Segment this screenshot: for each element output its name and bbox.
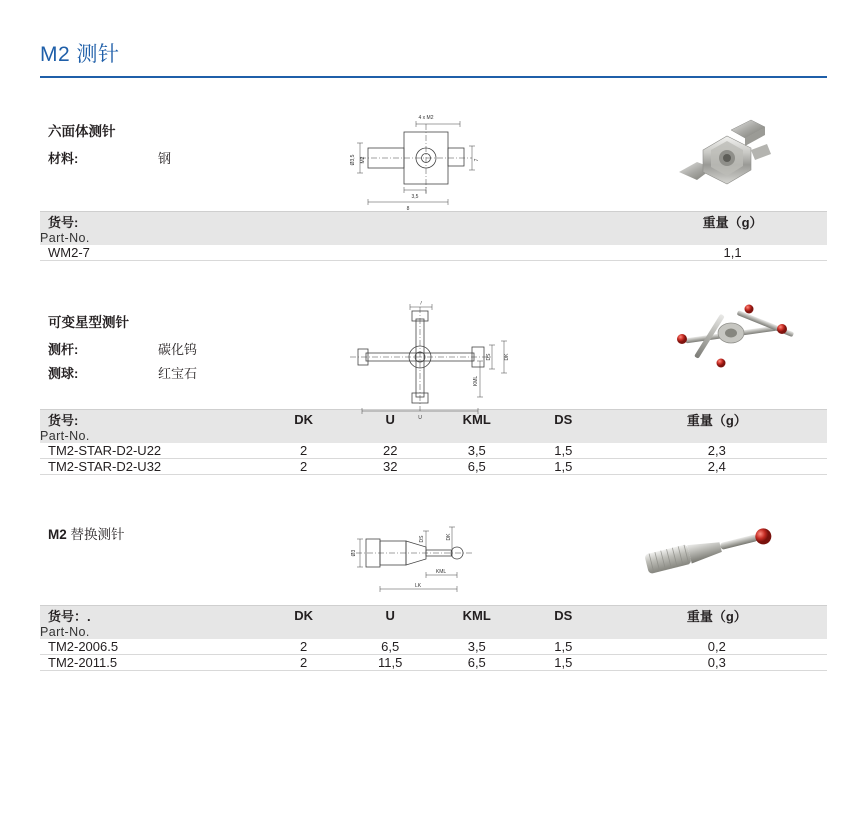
table-row (40, 245, 827, 261)
spec-row-hexagon (40, 102, 827, 210)
drawing-label-dk: DK (504, 353, 510, 361)
spec-value-material: 钢 (158, 151, 172, 166)
table-header-row (40, 212, 827, 232)
header-part-no-cn: 货号: (48, 215, 79, 230)
drawing-label-top: 4 x M2 (418, 115, 434, 121)
spec-text-replacement (48, 523, 298, 551)
product-photo-replacement (637, 513, 797, 583)
drawing-label-kml: KML (435, 569, 447, 575)
spec-label-ball: 测球: (48, 366, 79, 381)
header-weight: 重量（g） (702, 215, 763, 230)
table-row (40, 443, 827, 459)
cell-blank-1 (323, 245, 402, 261)
cell-blank-4 (559, 245, 638, 261)
cell-kml: 3,5 (433, 443, 520, 459)
cell-u: 22 (347, 443, 434, 459)
drawing-label-ds: DS (486, 353, 492, 361)
cell-part-no: TM2-2011.5 (40, 655, 260, 671)
product-photo-star (667, 301, 797, 371)
spec-value-ball: 红宝石 (158, 366, 198, 381)
header-part-no-cn: 货号：. (48, 609, 91, 624)
spec-title-hexagon: 六面体测针 (48, 124, 116, 139)
figure-area-star (310, 293, 827, 419)
cell-blank-2 (402, 245, 481, 261)
header-part-no-en: Part-No. (40, 429, 90, 443)
cell-kml: 6,5 (433, 655, 520, 671)
drawing-label-kml: KML (473, 375, 479, 387)
cell-dk: 2 (260, 639, 347, 655)
spec-text-hexagon (48, 120, 298, 172)
cell-part-no: TM2-2006.5 (40, 639, 260, 655)
cell-weight: 0,2 (607, 639, 827, 655)
table-row (40, 655, 827, 671)
header-u: U (385, 412, 395, 427)
drawing-label-mid: 3,5 (411, 194, 419, 200)
header-part-no-en: Part-No. (40, 625, 90, 639)
drawing-label-ds: DS (419, 535, 425, 543)
section-star (40, 293, 827, 475)
section-hexagon (40, 102, 827, 261)
header-kml: KML (462, 608, 491, 623)
cell-blank-3 (481, 245, 560, 261)
table-hexagon (40, 211, 827, 261)
header-empty-1 (323, 212, 402, 232)
header-dk: DK (294, 412, 314, 427)
drawing-label-bottom: U (418, 415, 422, 419)
header-empty-3 (481, 212, 560, 232)
page-title: M2 测针 (40, 0, 827, 78)
section-replacement (40, 505, 827, 671)
table-subheader-row (40, 231, 827, 245)
header-ds: DS (554, 412, 573, 427)
table-row (40, 639, 827, 655)
spec-line-material (48, 148, 298, 167)
header-empty-2 (402, 212, 481, 232)
cell-kml: 6,5 (433, 459, 520, 475)
spec-line-stylus (48, 339, 298, 358)
cell-u: 32 (347, 459, 434, 475)
cell-ds: 1,5 (520, 655, 607, 671)
cell-weight: 0,3 (607, 655, 827, 671)
product-photo-hexagon (667, 110, 797, 200)
table-replacement (40, 605, 827, 671)
spec-row-star (40, 293, 827, 419)
cell-weight: 2,3 (607, 443, 827, 459)
spec-label-material: 材料: (48, 151, 79, 166)
cell-ds: 1,5 (520, 459, 607, 475)
cell-part-no: WM2-7 (40, 245, 323, 261)
cell-dk: 2 (260, 459, 347, 475)
header-ds: DS (554, 608, 573, 623)
table-header-row (40, 606, 827, 626)
cell-u: 11,5 (347, 655, 434, 671)
technical-drawing-hexagon (340, 110, 530, 210)
drawing-label-top: 7 (419, 301, 423, 307)
header-kml: KML (462, 412, 491, 427)
header-dk: DK (294, 608, 314, 623)
spec-text-star (48, 311, 298, 387)
header-part-no-en: Part-No. (40, 231, 90, 245)
cell-part-no: TM2-STAR-D2-U22 (40, 443, 260, 459)
cell-kml: 3,5 (433, 639, 520, 655)
table-subheader-row (40, 625, 827, 639)
cell-u: 6,5 (347, 639, 434, 655)
technical-drawing-replacement (340, 513, 500, 603)
figure-area-hexagon (310, 102, 827, 210)
drawing-label-right: 7 (474, 158, 480, 162)
drawing-label-lk: LK (414, 583, 422, 589)
spec-title-replacement (48, 523, 298, 543)
drawing-label-left: Ø3,5 (350, 154, 356, 166)
drawing-label-diameter: Ø3 (351, 549, 357, 557)
spec-title-star: 可变星型测针 (48, 315, 129, 330)
cell-ds: 1,5 (520, 639, 607, 655)
figure-area-replacement (310, 505, 827, 605)
spec-line-ball (48, 363, 298, 382)
header-empty-4 (559, 212, 638, 232)
spec-title-bold: M2 (48, 527, 67, 542)
spec-label-stylus: 测杆: (48, 342, 79, 357)
header-weight: 重量（g） (686, 413, 747, 428)
cell-dk: 2 (260, 443, 347, 459)
drawing-label-bottom: 8 (406, 206, 410, 210)
cell-weight: 1,1 (638, 245, 827, 261)
drawing-label-dk: DK (446, 533, 452, 541)
cell-dk: 2 (260, 655, 347, 671)
header-u: U (385, 608, 395, 623)
table-row (40, 459, 827, 475)
cell-part-no: TM2-STAR-D2-U32 (40, 459, 260, 475)
cell-ds: 1,5 (520, 443, 607, 459)
drawing-label-left2: M2 (360, 156, 366, 164)
spec-title-rest: 替换测针 (66, 527, 125, 542)
cell-weight: 2,4 (607, 459, 827, 475)
header-weight: 重量（g） (686, 609, 747, 624)
spec-value-stylus: 碳化钨 (158, 342, 198, 357)
spec-row-replacement (40, 505, 827, 605)
table-wrap-hexagon (40, 211, 827, 261)
header-part-no-cn: 货号: (48, 413, 79, 428)
technical-drawing-star (340, 301, 520, 419)
table-subheader-row (40, 429, 827, 443)
